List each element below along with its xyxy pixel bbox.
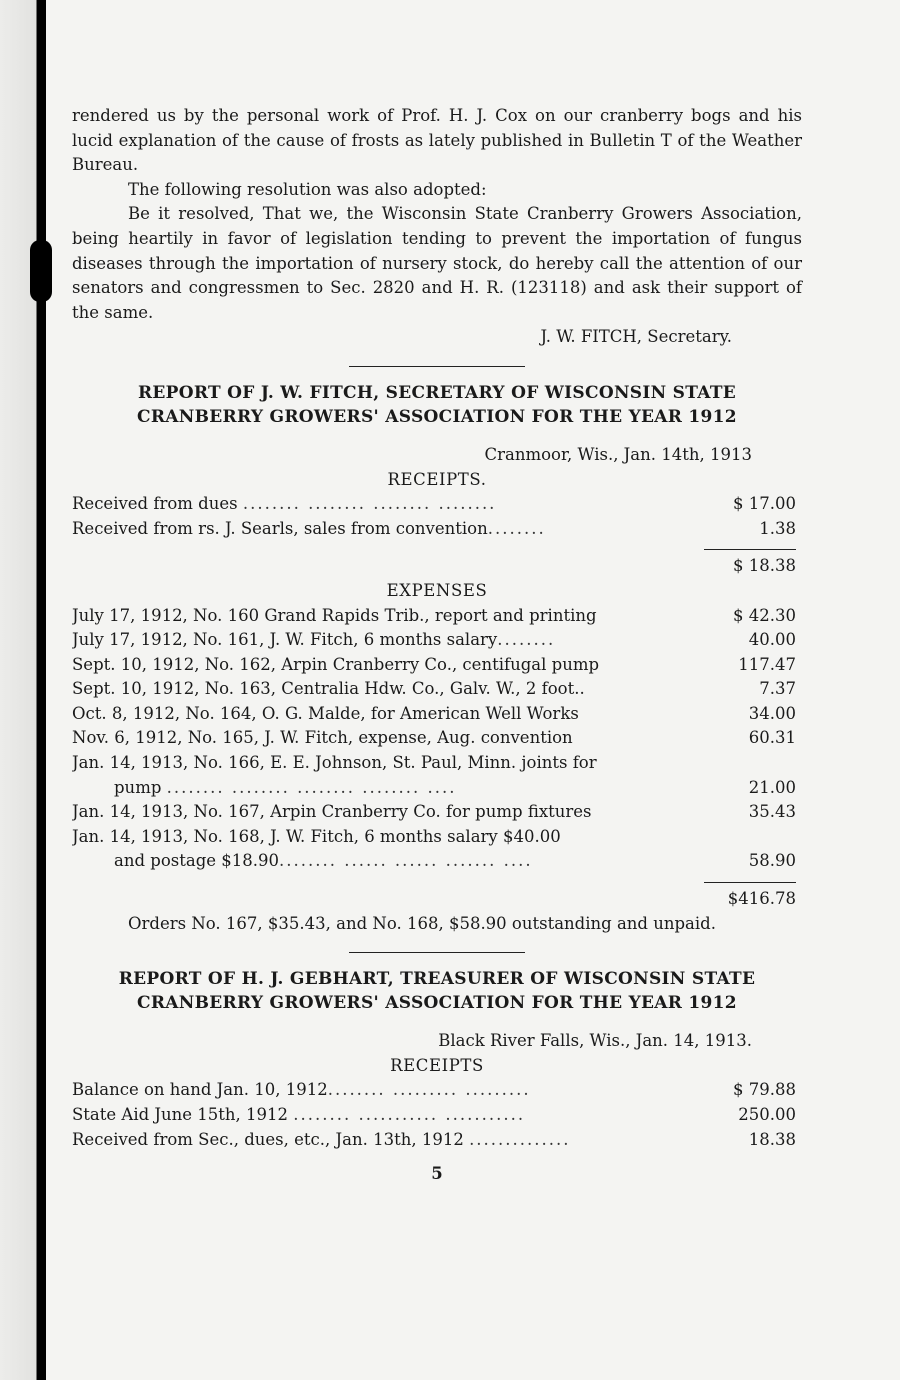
outstanding-orders-note: Orders No. 167, $35.43, and No. 168, $58.90 outstanding and unpaid. — [128, 913, 716, 933]
secretary-receipts-list — [72, 492, 802, 541]
ledger-amount: 7.37 — [759, 679, 796, 699]
ledger-row: Balance on hand Jan. 10, 1912........ ......... ......... $ 79.88 — [72, 1078, 802, 1103]
ledger-desc-continued: and postage $18.90 — [114, 851, 280, 871]
document-page — [72, 104, 802, 1187]
intro-paragraph: rendered us by the personal work of Prof. H. J. Cox on our cranberry bogs and his lucid explanation of the cause of frosts as lately published in Bulletin T of the Weather Bureau. — [72, 106, 802, 175]
ledger-row: State Aid June 15th, 1912 ........ ........... ........... 250.00 — [72, 1103, 802, 1128]
ledger-amount: $ 42.30 — [733, 605, 796, 625]
ledger-row: July 17, 1912, No. 161, J. W. Fitch, 6 months salary........ 40.00 — [72, 628, 802, 653]
ledger-amount: 18.38 — [748, 1129, 796, 1149]
resolution-text: Be it resolved, That we, the Wisconsin State Cranberry Growers Association, being heartily in favor of legislation tending to prevent the importation of fungus diseases through the importation of nursery stock, do hereby call the attention of our senators and congressmen to Sec. 2820 and H. R. (123118) and ask their support of the same. — [72, 204, 802, 322]
treasurer-report-heading: REPORT OF H. J. GEBHART, TREASURER OF WISCONSIN STATE CRANBERRY GROWERS' ASSOCIATION FOR THE YEAR 1912 — [118, 969, 756, 1014]
ledger-desc: Balance on hand Jan. 10, 1912 — [72, 1080, 328, 1100]
ledger-desc: Received from Sec., dues, etc., Jan. 13th, 1912 — [72, 1129, 464, 1149]
ledger-desc: Received from dues — [72, 494, 238, 514]
treasurer-receipts-label: RECEIPTS — [390, 1055, 484, 1075]
total-rule — [704, 549, 796, 550]
secretary-report-heading: REPORT OF J. W. FITCH, SECRETARY OF WISCONSIN STATE CRANBERRY GROWERS' ASSOCIATION FOR THE YEAR 1912 — [137, 382, 737, 427]
ledger-amount: 250.00 — [738, 1105, 796, 1124]
page-number: 5 — [431, 1164, 443, 1184]
secretary-expenses-list — [72, 604, 802, 875]
ledger-desc: Oct. 8, 1912, No. 164, O. G. Malde, for American Well Works — [72, 703, 579, 723]
section-divider — [349, 366, 525, 367]
ledger-desc: Jan. 14, 1913, No. 168, J. W. Fitch, 6 months salary $40.00 — [72, 826, 561, 846]
ledger-amount: 117.47 — [738, 654, 796, 674]
ledger-amount: 21.00 — [748, 777, 796, 797]
secretary-receipts-total: $ 18.38 — [733, 556, 796, 576]
ledger-desc: Received from rs. J. Searls, sales from convention — [72, 518, 488, 538]
ledger-row: Received from Sec., dues, etc., Jan. 13th, 1912 .............. 18.38 — [72, 1128, 802, 1153]
secretary-receipts-label: RECEIPTS. — [387, 469, 487, 489]
book-spine — [0, 0, 46, 1380]
ledger-desc: Sept. 10, 1912, No. 162, Arpin Cranberry Co., centifugal pump — [72, 654, 600, 674]
resolution-intro: The following resolution was also adopted: — [128, 179, 487, 199]
ledger-amount: $ 17.00 — [733, 494, 796, 514]
ledger-amount: 1.38 — [759, 518, 796, 538]
ledger-row — [72, 653, 802, 678]
binding-tab — [30, 240, 52, 302]
ledger-desc: Jan. 14, 1913, No. 166, E. E. Johnson, St. Paul, Minn. joints for — [72, 753, 597, 773]
ledger-row — [72, 726, 802, 751]
total-rule — [704, 882, 796, 883]
treasurer-receipts-list — [72, 1078, 802, 1152]
secretary-expenses-label: EXPENSES — [386, 580, 488, 600]
ledger-desc: Jan. 14, 1913, No. 167, Arpin Cranberry Co. for pump fixtures — [72, 802, 592, 822]
ledger-row — [72, 677, 802, 702]
ledger-amount: 34.00 — [748, 703, 796, 723]
ledger-row: Received from dues ........ ........ ........ ........ $ 17.00 — [72, 492, 802, 517]
ledger-row: Received from rs. J. Searls, sales from convention........ 1.38 — [72, 517, 802, 542]
secretary-dateline: Cranmoor, Wis., Jan. 14th, 1913 — [484, 444, 752, 464]
ledger-desc: Sept. 10, 1912, No. 163, Centralia Hdw. Co., Galv. W., 2 foot.. — [72, 679, 585, 699]
treasurer-dateline: Black River Falls, Wis., Jan. 14, 1913. — [438, 1031, 752, 1051]
ledger-amount: 60.31 — [748, 728, 796, 748]
ledger-amount: 58.90 — [748, 851, 796, 871]
ledger-row: Jan. 14, 1913, No. 168, J. W. Fitch, 6 months salary $40.00 and postage $18.90........ ...... ...... ....... .... 58.90 — [72, 825, 802, 874]
secretary-signature: J. W. FITCH, Secretary. — [540, 327, 732, 347]
section-divider — [349, 952, 525, 953]
ledger-desc: State Aid June 15th, 1912 — [72, 1105, 289, 1124]
ledger-row — [72, 604, 802, 629]
ledger-desc: July 17, 1912, No. 160 Grand Rapids Trib., report and printing — [72, 605, 597, 625]
ledger-desc: Nov. 6, 1912, No. 165, J. W. Fitch, expense, Aug. convention — [72, 728, 573, 748]
secretary-expenses-total: $416.78 — [727, 889, 796, 909]
ledger-row — [72, 800, 802, 825]
ledger-amount: 40.00 — [748, 630, 796, 650]
ledger-row: Jan. 14, 1913, No. 166, E. E. Johnson, St. Paul, Minn. joints for pump ........ ........ ........ ........ .... 21.00 — [72, 751, 802, 800]
ledger-row — [72, 702, 802, 727]
ledger-amount: 35.43 — [748, 802, 796, 822]
ledger-amount: $ 79.88 — [733, 1080, 796, 1100]
ledger-desc: July 17, 1912, No. 161, J. W. Fitch, 6 months salary — [72, 630, 498, 650]
ledger-desc-continued: pump — [114, 777, 162, 797]
